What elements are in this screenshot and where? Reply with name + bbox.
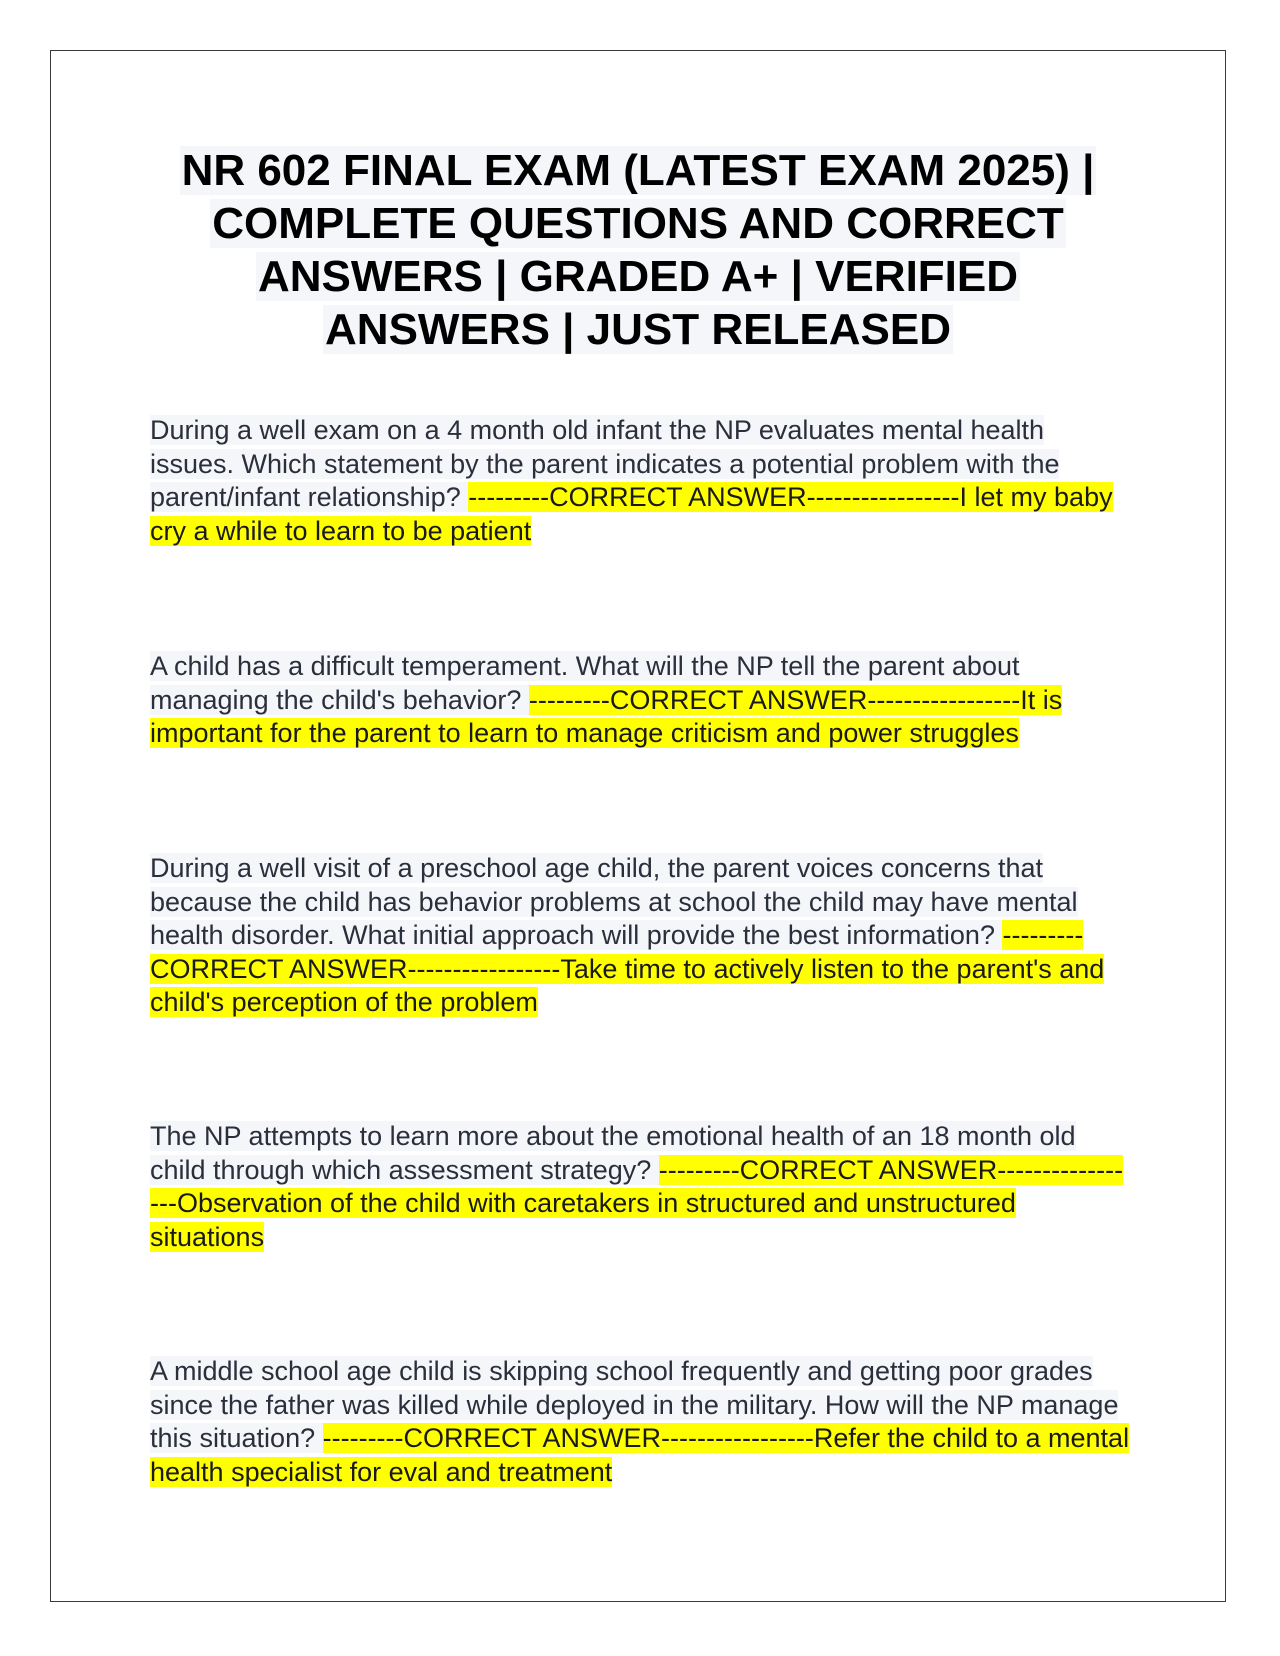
document-title — [100, 144, 1176, 356]
question-text: During a well visit of a preschool age child, the parent voices concerns that because the child has behavior problems at school the child may have mental health disorder. What initial approach will provide the best information? — [150, 853, 1078, 950]
qa-item — [150, 1120, 1130, 1254]
title-line-3: ANSWERS | GRADED A+ | VERIFIED — [257, 252, 1019, 301]
qa-item — [150, 852, 1130, 1020]
answer-highlight: ---------CORRECT ANSWER-----------------Take time to actively listen to the parent's and child's perception of the problem — [150, 920, 1105, 1017]
answer-highlight: ---------CORRECT ANSWER-----------------Observation of the child with caretakers in structured and unstructured situations — [150, 1154, 1124, 1252]
qa-item — [150, 1355, 1130, 1489]
question-text: During a well exam on a 4 month old infant the NP evaluates mental health issues. Which statement by the parent indicates a potential problem with the parent/infant relationship? — [150, 415, 1060, 512]
question-text: A child has a difficult temperament. What will the NP tell the parent about managing the child's behavior? — [150, 651, 1020, 715]
answer-highlight: ---------CORRECT ANSWER-----------------I let my baby cry a while to learn to be patient — [150, 482, 1113, 546]
answer-highlight: ---------CORRECT ANSWER-----------------It is important for the parent to learn to manage criticism and power struggles — [150, 684, 1063, 748]
qa-item — [150, 414, 1130, 548]
question-text: A middle school age child is skipping school frequently and getting poor grades since the father was killed while deployed in the military. How will the NP manage this situation? — [150, 1356, 1119, 1453]
question-text: The NP attempts to learn more about the emotional health of an 18 month old child through which assessment strategy? — [150, 1121, 1076, 1185]
title-line-1: NR 602 FINAL EXAM (LATEST EXAM 2025) | — [181, 146, 1095, 195]
answer-highlight: ---------CORRECT ANSWER-----------------Refer the child to a mental health specialist for eval and treatment — [150, 1423, 1130, 1487]
qa-item — [150, 650, 1130, 751]
title-line-4: ANSWERS | JUST RELEASED — [325, 305, 951, 354]
title-line-2: COMPLETE QUESTIONS AND CORRECT — [212, 199, 1064, 248]
